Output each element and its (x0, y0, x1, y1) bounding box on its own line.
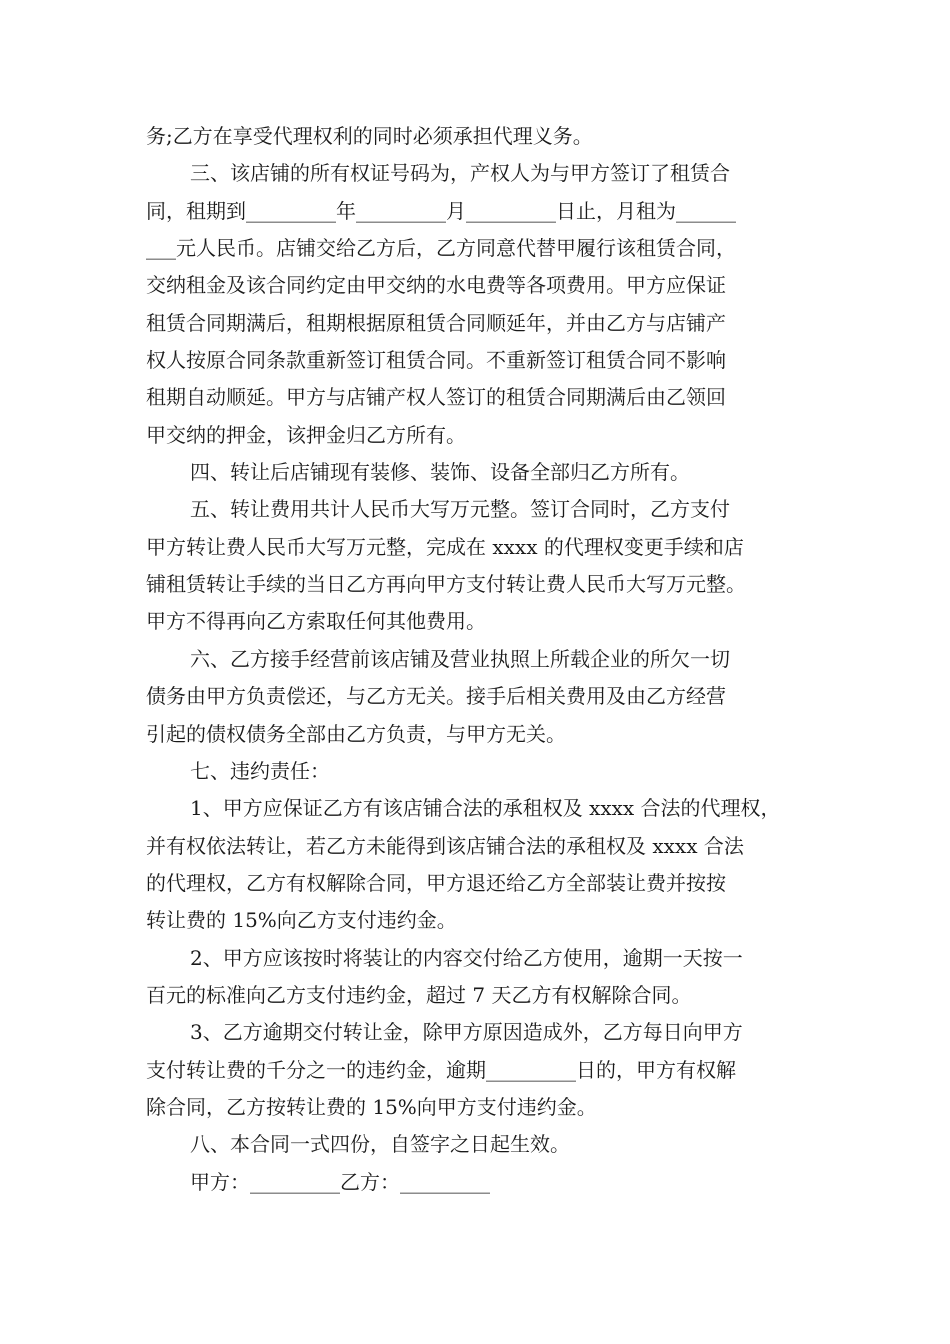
clause-7-heading-line: 七、违约责任： (190, 758, 330, 783)
signature-line: 甲方：_________乙方：_________ (190, 1169, 490, 1194)
text-line: 除合同，乙方按转让费的 15%向甲方支付违约金。 (146, 1094, 597, 1119)
sub-clause-2-line: 2、甲方应该按时将装让的内容交付给乙方使用，逾期一天按一 (190, 945, 743, 970)
text-line: 引起的债权债务全部由乙方负责，与甲方无关。 (146, 721, 566, 746)
text-line: 租赁合同期满后，租期根据原租赁合同顺延年，并由乙方与店铺产 (146, 310, 726, 335)
sub-clause-3-line: 3、乙方逾期交付转让金，除甲方原因造成外，乙方每日向甲方 (190, 1020, 743, 1045)
text-line: 铺租赁转让手续的当日乙方再向甲方支付转让费人民币大写万元整。 (146, 572, 746, 597)
text-line: 甲方不得再向乙方索取任何其他费用。 (146, 609, 486, 634)
text-line: 转让费的 15%向乙方支付违约金。 (146, 908, 457, 933)
clause-6-heading-line: 六、乙方接手经营前该店铺及营业执照上所载企业的所欠一切 (190, 646, 730, 671)
text-line: 交纳租金及该合同约定由甲交纳的水电费等各项费用。甲方应保证 (146, 273, 726, 298)
text-line: 的代理权，乙方有权解除合同，甲方退还给乙方全部装让费并按按 (146, 870, 726, 895)
clause-5-heading-line: 五、转让费用共计人民币大写万元整。签订合同时，乙方支付 (190, 497, 730, 522)
sub-clause-1-line: 1、甲方应保证乙方有该店铺合法的承租权及 xxxx 合法的代理权， (190, 796, 781, 821)
text-line: 并有权依法转让，若乙方未能得到该店铺合法的承租权及 xxxx 合法 (146, 833, 744, 858)
text-line: 支付转让费的千分之一的违约金，逾期_________日的，甲方有权解 (146, 1057, 736, 1082)
text-line: 务;乙方在享受代理权利的同时必须承担代理义务。 (146, 124, 593, 148)
text-line: ___元人民币。店铺交给乙方后，乙方同意代替甲履行该租赁合同， (146, 236, 736, 261)
clause-3-heading-line: 三、该店铺的所有权证号码为，产权人为与甲方签订了租赁合 (190, 161, 730, 186)
text-line: 百元的标准向乙方支付违约金，超过 7 天乙方有权解除合同。 (146, 982, 692, 1007)
text-line: 同，租期到_________年_________月_________日止，月租为______ (146, 198, 736, 223)
clause-4-heading-line: 四、转让后店铺现有装修、装饰、设备全部归乙方所有。 (190, 460, 690, 485)
text-line: 权人按原合同条款重新签订租赁合同。不重新签订租赁合同不影响 (146, 348, 726, 373)
text-line: 债务由甲方负责偿还，与乙方无关。接手后相关费用及由乙方经营 (146, 684, 726, 709)
text-line: 租期自动顺延。甲方与店铺产权人签订的租赁合同期满后由乙领回 (146, 385, 726, 410)
document-page (146, 118, 822, 1201)
clause-8-heading-line: 八、本合同一式四份，自签字之日起生效。 (190, 1132, 570, 1157)
text-line: 甲方转让费人民币大写万元整，完成在 xxxx 的代理权变更手续和店 (146, 534, 744, 559)
text-line: 甲交纳的押金，该押金归乙方所有。 (146, 422, 466, 447)
